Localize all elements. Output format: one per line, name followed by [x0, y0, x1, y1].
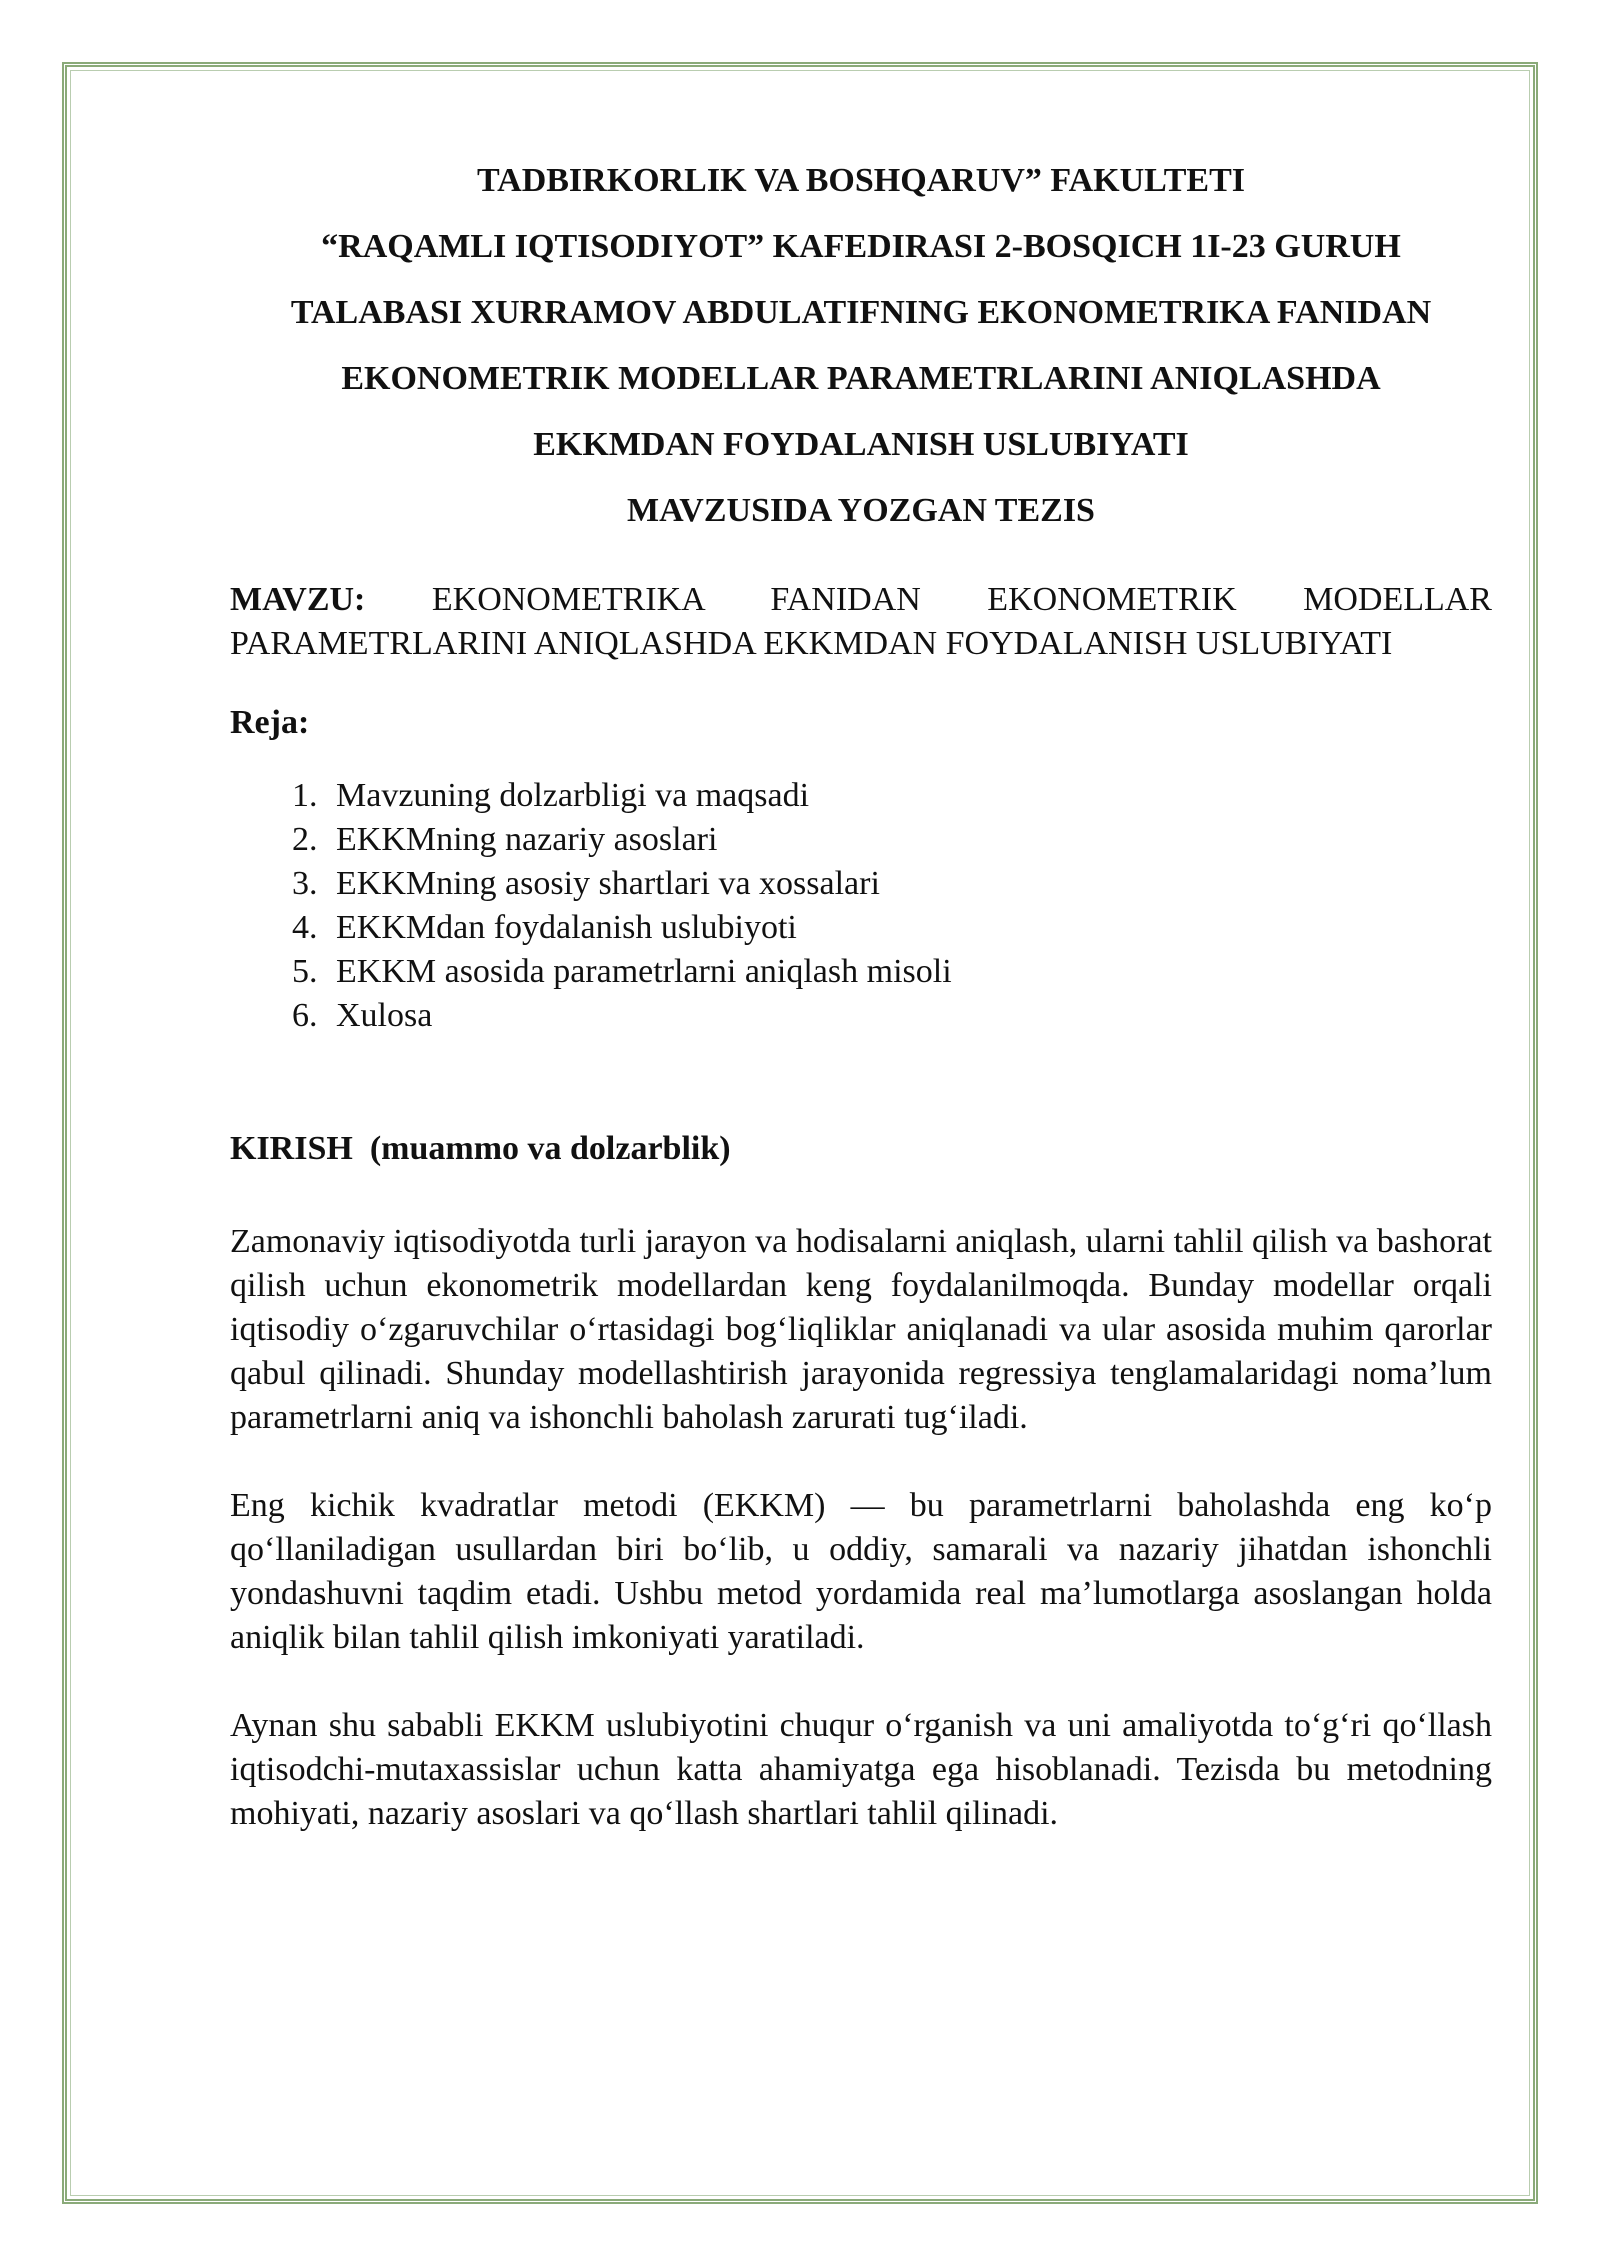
header-line: EKKMDAN FOYDALANISH USLUBIYATI: [533, 426, 1189, 463]
header-line: TADBIRKORLIK VA BOSHQARUV” FAKULTETI: [476, 162, 1246, 199]
plan-item: 1. Mavzuning dolzarbligi va maqsadi: [326, 774, 1492, 818]
plan-item: 5. EKKM asosida parametrlarni aniqlash misoli: [326, 950, 1492, 994]
header-line: MAVZUSIDA YOZGAN TEZIS: [627, 492, 1095, 529]
introduction-paragraph: Zamonaviy iqtisodiyotda turli jarayon va hodisalarni aniqlash, ularni tahlil qilish va bashorat qilish uchun ekonometrik modellardan keng foydalanilmoqda. Bunday modellar orqali iqtisodiy o‘zgaruvchilar o‘rtasidagi bog‘liqliklar aniqlanadi va ular asosida muhim qarorlar qabul qilinadi. Shunday modellashtirish jarayonida regressiya tenglamalaridagi noma’lum parametrlarni aniq va ishonchli baholash zarurati tug‘iladi.: [230, 1223, 1492, 1436]
plan-list: [230, 774, 1492, 1038]
plan-item: 4. EKKMdan foydalanish uslubiyoti: [326, 906, 1492, 950]
header-line: “RAQAMLI IQTISODIYOT” KAFEDIRASI 2-BOSQICH 1I-23 GURUH: [321, 228, 1401, 265]
topic-statement: [230, 578, 1492, 666]
introduction-title: KIRISH (muammo va dolzarblik): [230, 1130, 731, 1167]
header-line: TALABASI XURRAMOV ABDULATIFNING EKONOMETRIKA FANIDAN: [290, 294, 1432, 331]
introduction-paragraph: Eng kichik kvadratlar metodi (EKKM) — bu parametrlarni baholashda eng ko‘p qo‘llaniladigan usullardan biri bo‘lib, u oddiy, samarali va nazariy jihatdan ishonchli yondashuvni taqdim etadi. Ushbu metod yordamida real ma’lumotlarga asoslangan holda aniqlik bilan tahlil qilish imkoniyati yaratiladi.: [230, 1487, 1492, 1656]
header-line: EKONOMETRIK MODELLAR PARAMETRLARINI ANIQLASHDA: [341, 360, 1381, 397]
topic-label: MAVZU:: [230, 581, 366, 618]
document-body: [230, 148, 1492, 1870]
introduction-paragraph: Aynan shu sababli EKKM uslubiyotini chuqur o‘rganish va uni amaliyotda to‘g‘ri qo‘llash iqtisodchi-mutaxassislar uchun katta ahamiyatga ega hisoblanadi. Tezisda bu metodning mohiyati, nazariy asoslari va qo‘llash shartlari tahlil qilinadi.: [230, 1707, 1492, 1832]
topic-text: EKONOMETRIKA FANIDAN EKONOMETRIK MODELLAR PARAMETRLARINI ANIQLASHDA EKKMDAN FOYDALANISH USLUBIYATI: [230, 581, 1492, 662]
document-header: [150, 148, 1572, 544]
plan-item: 2. EKKMning nazariy asoslari: [326, 818, 1492, 862]
plan-item: 6. Xulosa: [326, 994, 1492, 1038]
plan-item: 3. EKKMning asosiy shartlari va xossalari: [326, 862, 1492, 906]
plan-title: Reja:: [230, 704, 310, 741]
